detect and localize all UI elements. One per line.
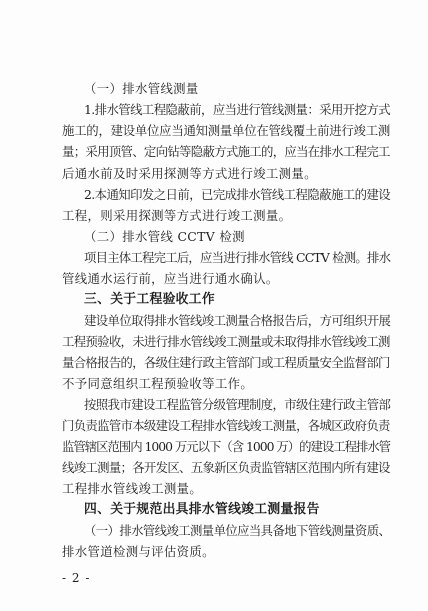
paragraph-line: 管线通水运行前，应当进行通水确认。 xyxy=(62,271,279,286)
paragraph-line: 门负责监管市本级建设工程排水管线竣工测量，各城区政府负责 xyxy=(62,418,390,433)
paragraph-line: 2.本通知印发之日前，已完成排水管线工程隐蔽施工的建设 xyxy=(84,187,391,202)
section-heading: 三、关于工程验收工作 xyxy=(84,292,215,307)
paragraph-line: 不予同意组织工程预验收等工作。 xyxy=(62,376,254,391)
paragraph-line: 1.排水管线工程隐蔽前，应当进行管线测量：采用开挖方式 xyxy=(84,102,391,117)
paragraph-line: 工程，则采用探测等方式进行竣工测量。 xyxy=(62,208,292,223)
paragraph-line: （一）排水管线竣工测量单位应当具备地下管线测量资质、 xyxy=(84,523,391,538)
paragraph-line: 量；采用顶管、定向钻等隐蔽方式施工的，应当在排水工程完工 xyxy=(62,144,390,159)
section-heading: （二）排水管线 CCTV 检测 xyxy=(84,229,245,244)
page-number: - 2 - xyxy=(62,571,91,585)
paragraph-line: 按照我市建设工程监管分级管理制度，市级住建行政主管部 xyxy=(84,397,391,412)
paragraph-line: 线竣工测量；各开发区、五象新区负责监管辖区范围内所有建设 xyxy=(62,460,390,475)
paragraph-line: 监管辖区范围内 1000 万元以下（含 1000 万）的建设工程排水管 xyxy=(62,439,391,454)
paragraph-line: 量合格报告的，各级住建行政主管部门或工程质量安全监督部门 xyxy=(62,355,390,370)
paragraph-line: 工程预验收，未进行排水管线竣工测量或未取得排水管线竣工测 xyxy=(62,334,390,349)
paragraph-line: 项目主体工程完工后，应当进行排水管线 CCTV 检测。排水 xyxy=(84,250,391,265)
paragraph-line: 后通水前及时采用探测等方式进行竣工测量。 xyxy=(62,166,317,181)
paragraph-line: 工程排水管线竣工测量。 xyxy=(62,481,203,496)
paragraph-line: 施工的，建设单位应当通知测量单位在管线覆土前进行竣工测 xyxy=(62,123,390,138)
section-heading: 四、关于规范出具排水管线竣工测量报告 xyxy=(84,502,320,517)
paragraph-line: 排水管道检测与评估资质。 xyxy=(62,544,215,559)
section-heading: （一）排水管线测量 xyxy=(84,81,199,96)
paragraph-line: 建设单位取得排水管线竣工测量合格报告后，方可组织开展 xyxy=(84,313,391,328)
